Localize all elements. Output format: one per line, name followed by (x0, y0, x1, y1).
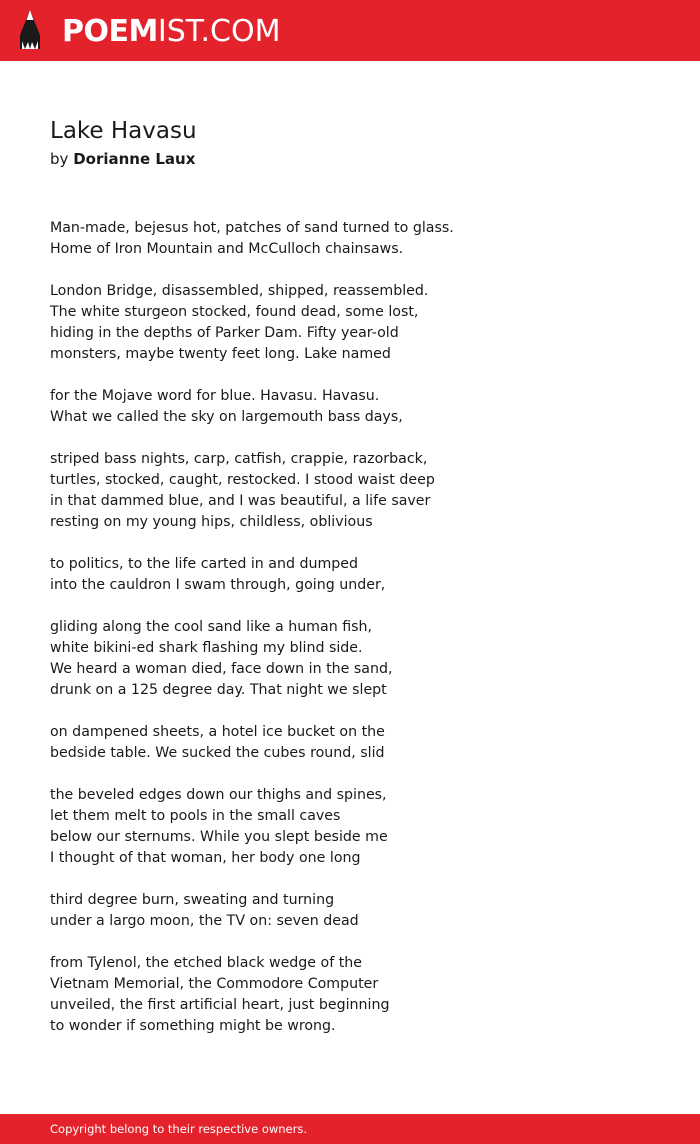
stanza (50, 449, 650, 533)
pen-nib-icon[interactable] (17, 9, 43, 51)
author-name: Dorianne Laux (73, 150, 196, 168)
poem-line: monsters, maybe twenty feet long. Lake named (50, 346, 391, 362)
poem-line: in that dammed blue, and I was beautiful, a life saver (50, 493, 431, 509)
poem-line: Home of Iron Mountain and McCulloch chainsaws. (50, 241, 404, 257)
poem-line: The white sturgeon stocked, found dead, some lost, (50, 304, 419, 320)
poem-line: let them melt to pools in the small caves (50, 808, 341, 824)
stanza (50, 554, 650, 596)
poem-line: into the cauldron I swam through, going under, (50, 577, 386, 593)
stanza (50, 953, 650, 1037)
poem-line: Man-made, bejesus hot, patches of sand turned to glass. (50, 220, 454, 236)
poem-line: under a largo moon, the TV on: seven dead (50, 913, 359, 929)
poem-line: unveiled, the first artificial heart, just beginning (50, 997, 390, 1013)
poem-line: London Bridge, disassembled, shipped, reassembled. (50, 283, 429, 299)
stanza (50, 386, 650, 428)
stanza (50, 218, 650, 260)
site-header (0, 0, 700, 61)
stanza (50, 785, 650, 869)
copyright-notice: Copyright belong to their respective owners. (50, 1122, 308, 1136)
site-footer (0, 1114, 700, 1144)
brand-bold: POEM (62, 13, 158, 49)
byline (50, 148, 650, 170)
poem-line: What we called the sky on largemouth bass days, (50, 409, 403, 425)
stanza (50, 890, 650, 932)
poem-line: We heard a woman died, face down in the sand, (50, 661, 393, 677)
poem-body (50, 218, 650, 1058)
poem-line: to wonder if something might be wrong. (50, 1018, 336, 1034)
poem-line: turtles, stocked, caught, restocked. I stood waist deep (50, 472, 435, 488)
stanza (50, 281, 650, 365)
poem-line: hiding in the depths of Parker Dam. Fifty year-old (50, 325, 399, 341)
poem-line: striped bass nights, carp, catfish, crappie, razorback, (50, 451, 428, 467)
poem-line: drunk on a 125 degree day. That night we slept (50, 682, 387, 698)
poem-line: the beveled edges down our thighs and spines, (50, 787, 387, 803)
poem-heading (50, 116, 650, 170)
poem-line: below our sternums. While you slept beside me (50, 829, 388, 845)
poem-line: bedside table. We sucked the cubes round, slid (50, 745, 385, 761)
poem-line: third degree burn, sweating and turning (50, 892, 335, 908)
poem-line: from Tylenol, the etched black wedge of the (50, 955, 363, 971)
poem-line: for the Mojave word for blue. Havasu. Havasu. (50, 388, 380, 404)
stanza (50, 617, 650, 701)
poem-title: Lake Havasu (50, 118, 197, 144)
poem-line: I thought of that woman, her body one long (50, 850, 361, 866)
poem-line: gliding along the cool sand like a human fish, (50, 619, 373, 635)
brand-light: IST.COM (157, 13, 281, 49)
poem-line: Vietnam Memorial, the Commodore Computer (50, 976, 379, 992)
by-prefix: by (50, 150, 69, 168)
poem-line: resting on my young hips, childless, oblivious (50, 514, 373, 530)
site-logo-text[interactable] (62, 11, 280, 51)
poem-line: white bikini-ed shark flashing my blind side. (50, 640, 363, 656)
poem-line: to politics, to the life carted in and dumped (50, 556, 359, 572)
poem-line: on dampened sheets, a hotel ice bucket on the (50, 724, 385, 740)
stanza (50, 722, 650, 764)
